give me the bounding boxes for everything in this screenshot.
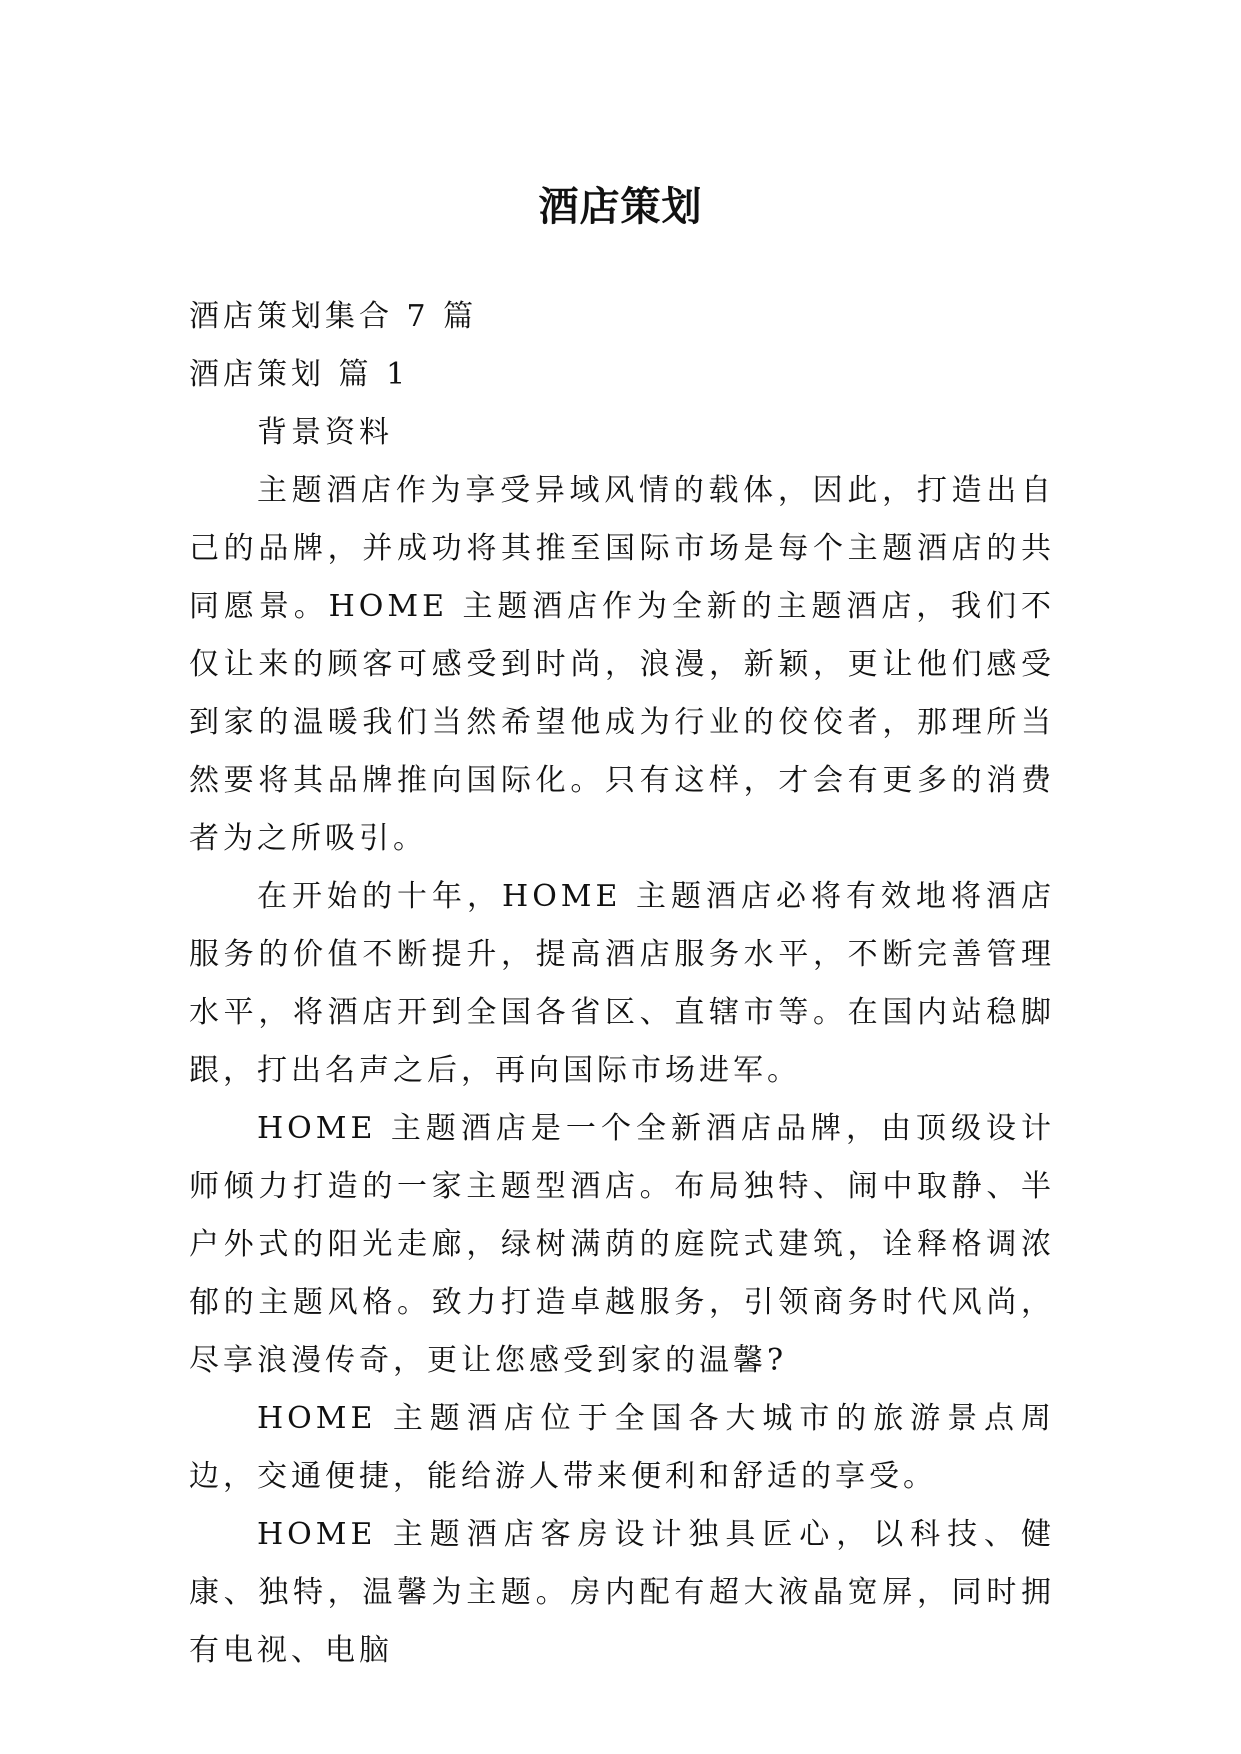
document-body (189, 288, 1055, 1680)
paragraph: HOME 主题酒店客房设计独具匠心，以科技、健康、独特，温馨为主题。房内配有超大液晶宽屏，同时拥有电视、电脑 (189, 1517, 1055, 1668)
collection-line: 酒店策划集合 7 篇 (189, 299, 478, 334)
paragraph: 主题酒店作为享受异域风情的载体，因此，打造出自己的品牌，并成功将其推至国际市场是每个主题酒店的共同愿景。HOME 主题酒店作为全新的主题酒店，我们不仅让来的顾客可感受到时尚，浪漫，新颖，更让他们感受到家的温暖我们当然希望他成为行业的佼佼者，那理所当然要将其品牌推向国际化。只有这样，才会有更多的消费者为之所吸引。 (189, 473, 1055, 856)
paragraph: HOME 主题酒店是一个全新酒店品牌，由顶级设计师倾力打造的一家主题型酒店。布局独特、闹中取静、半户外式的阳光走廊，绿树满荫的庭院式建筑，诠释格调浓郁的主题风格。致力打造卓越服务，引领商务时代风尚，尽享浪漫传奇，更让您感受到家的温馨? (189, 1111, 1055, 1378)
paragraph: 在开始的十年，HOME 主题酒店必将有效地将酒店服务的价值不断提升，提高酒店服务水平，不断完善管理水平，将酒店开到全国各省区、直辖市等。在国内站稳脚跟，打出名声之后，再向国际市场进军。 (189, 879, 1055, 1088)
paragraph: HOME 主题酒店位于全国各大城市的旅游景点周边，交通便捷，能给游人带来便利和舒适的享受。 (189, 1401, 1055, 1494)
page-title: 酒店策划 (538, 183, 703, 230)
article-heading: 酒店策划 篇 1 (189, 357, 410, 392)
section-heading: 背景资料 (257, 415, 393, 450)
